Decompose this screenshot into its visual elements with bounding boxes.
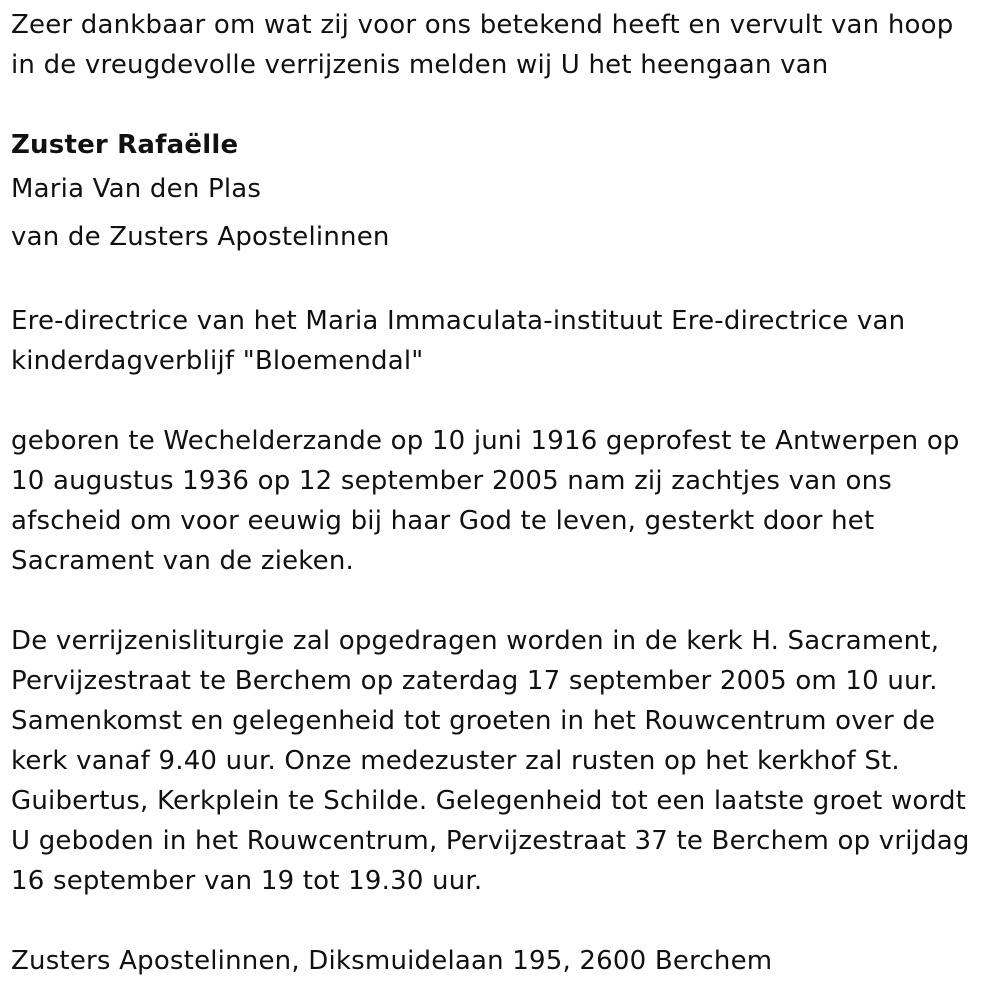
- intro-paragraph: [11, 5, 1000, 85]
- deceased-name: Zuster Rafaëlle: [11, 130, 239, 160]
- biography-line: geboren te Wechelderzande op 10 juni 1916 geprofest te Antwerpen op: [11, 426, 960, 456]
- person-block: [11, 125, 1000, 261]
- spacer: [11, 901, 1000, 941]
- biography-paragraph: [11, 421, 1000, 581]
- biography-line: 10 augustus 1936 op 12 september 2005 nam zij zachtjes van ons: [11, 466, 893, 496]
- funeral-line: kerk vanaf 9.40 uur. Onze medezuster zal rusten op het kerkhof St.: [11, 746, 900, 776]
- titles-line: Ere-directrice van het Maria Immaculata-instituut Ere-directrice van: [11, 306, 906, 336]
- funeral-line: Samenkomst en gelegenheid tot groeten in het Rouwcentrum over de: [11, 706, 936, 736]
- civil-name: Maria Van den Plas: [11, 174, 262, 204]
- congregation: van de Zusters Apostelinnen: [11, 222, 390, 252]
- intro-line: Zeer dankbaar om wat zij voor ons betekend heeft en vervult van hoop: [11, 10, 954, 40]
- spacer: [11, 581, 1000, 621]
- footer-address: Zusters Apostelinnen, Diksmuidelaan 195, 2600 Berchem: [11, 946, 773, 976]
- titles-paragraph: [11, 301, 1000, 381]
- funeral-paragraph: [11, 621, 1000, 901]
- intro-line: in de vreugdevolle verrijzenis melden wij U het heengaan van: [11, 50, 829, 80]
- funeral-line: Guibertus, Kerkplein te Schilde. Gelegenheid tot een laatste groet wordt: [11, 786, 967, 816]
- funeral-line: De verrijzenisliturgie zal opgedragen worden in de kerk H. Sacrament,: [11, 626, 940, 656]
- spacer: [11, 85, 1000, 125]
- titles-line: kinderdagverblijf "Bloemendal": [11, 346, 424, 376]
- funeral-line: 16 september van 19 tot 19.30 uur.: [11, 866, 483, 896]
- spacer: [11, 261, 1000, 301]
- funeral-line: Pervijzestraat te Berchem op zaterdag 17 september 2005 om 10 uur.: [11, 666, 938, 696]
- biography-line: afscheid om voor eeuwig bij haar God te leven, gesterkt door het: [11, 506, 875, 536]
- biography-line: Sacrament van de zieken.: [11, 546, 354, 576]
- spacer: [11, 381, 1000, 421]
- funeral-line: U geboden in het Rouwcentrum, Pervijzestraat 37 te Berchem op vrijdag: [11, 826, 970, 856]
